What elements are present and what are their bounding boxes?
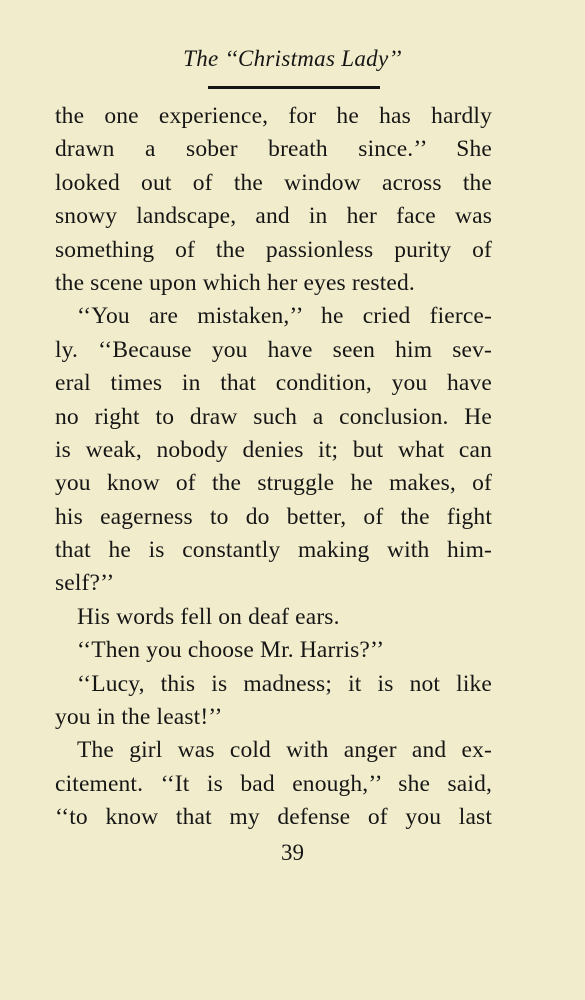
text-line: something of the passionless purity of (55, 236, 492, 263)
text-line: is weak, nobody denies it; but what can (55, 436, 492, 463)
text-line: you know of the struggle he makes, of (55, 470, 492, 497)
text-line: The girl was cold with anger and ex- (77, 737, 492, 764)
text-line: no right to draw such a conclusion. He (55, 403, 492, 430)
body-text (55, 100, 492, 835)
page-number: 39 (281, 840, 304, 865)
text-line: self?’’ (55, 570, 115, 597)
text-line: drawn a sober breath since.’’ She (55, 136, 492, 163)
text-line: His words fell on deaf ears. (77, 603, 340, 630)
text-line: ‘‘Then you choose Mr. Harris?’’ (77, 637, 385, 664)
text-line: ly. ‘‘Because you have seen him sev- (55, 336, 492, 363)
text-line: eral times in that condition, you have (55, 370, 492, 397)
text-line: ‘‘Lucy, this is madness; it is not like (77, 670, 492, 697)
text-line: you in the least!’’ (55, 704, 223, 731)
text-line: looked out of the window across the (55, 169, 492, 196)
text-line: the scene upon which her eyes rested. (55, 269, 415, 296)
text-line: citement. ‘‘It is bad enough,’’ she said, (55, 770, 492, 797)
text-line: the one experience, for he has hardly (55, 103, 492, 129)
text-line: ‘‘to know that my defense of you last (55, 804, 492, 831)
running-head: The ‘‘Christmas Lady’’ (183, 46, 402, 71)
text-line: ‘‘You are mistaken,’’ he cried fierce- (77, 303, 492, 330)
header-rule (208, 86, 380, 89)
text-line: snowy landscape, and in her face was (55, 203, 492, 230)
text-line: that he is constantly making with him- (55, 537, 492, 564)
text-line: his eagerness to do better, of the fight (55, 503, 492, 530)
